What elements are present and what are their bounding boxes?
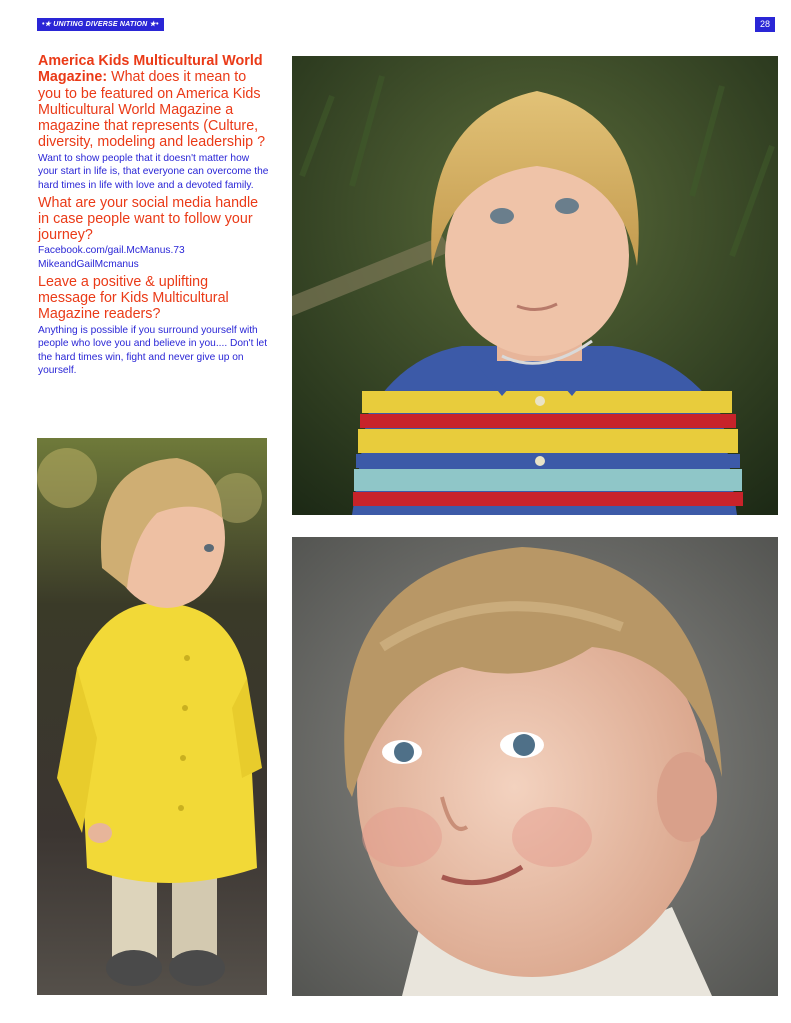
question-3: Leave a positive & uplifting message for Kids Multicultural Magazine readers? [38,273,229,323]
photo-closeup-portrait [292,537,778,996]
question-2: What are your social media handle in case people want to follow your journey? [38,194,259,244]
social-handle: MikeandGailMcmanus [38,259,139,271]
page-number: 28 [755,17,775,32]
photo-striped-polo [292,56,778,515]
answer-1: Want to show people that it doesn't matter how your start in life is, that everyone can overcome the hard times in life with love and a devoted family. [38,152,269,191]
photo-yellow-shirt [37,438,267,995]
question-1-text: What does it mean to you to be featured on America Kids Multicultural World Magazine a magazine that represents (Culture, diversity, modeling and leadership ? [38,69,266,151]
answer-2 [38,244,270,271]
question-1 [38,53,270,151]
answer-3: Anything is possible if you surround yourself with people who love you and believe in you.... Don't let the hard times win, fight and never give up on yourself. [38,324,268,377]
question-1-lead: America Kids Multicultural World Magazine: [38,53,263,86]
interview-text [38,53,270,380]
section-tag: •★ UNITING DIVERSE NATION ★• [37,18,164,31]
facebook-handle: Facebook.com/gail.McManus.73 [38,245,185,257]
